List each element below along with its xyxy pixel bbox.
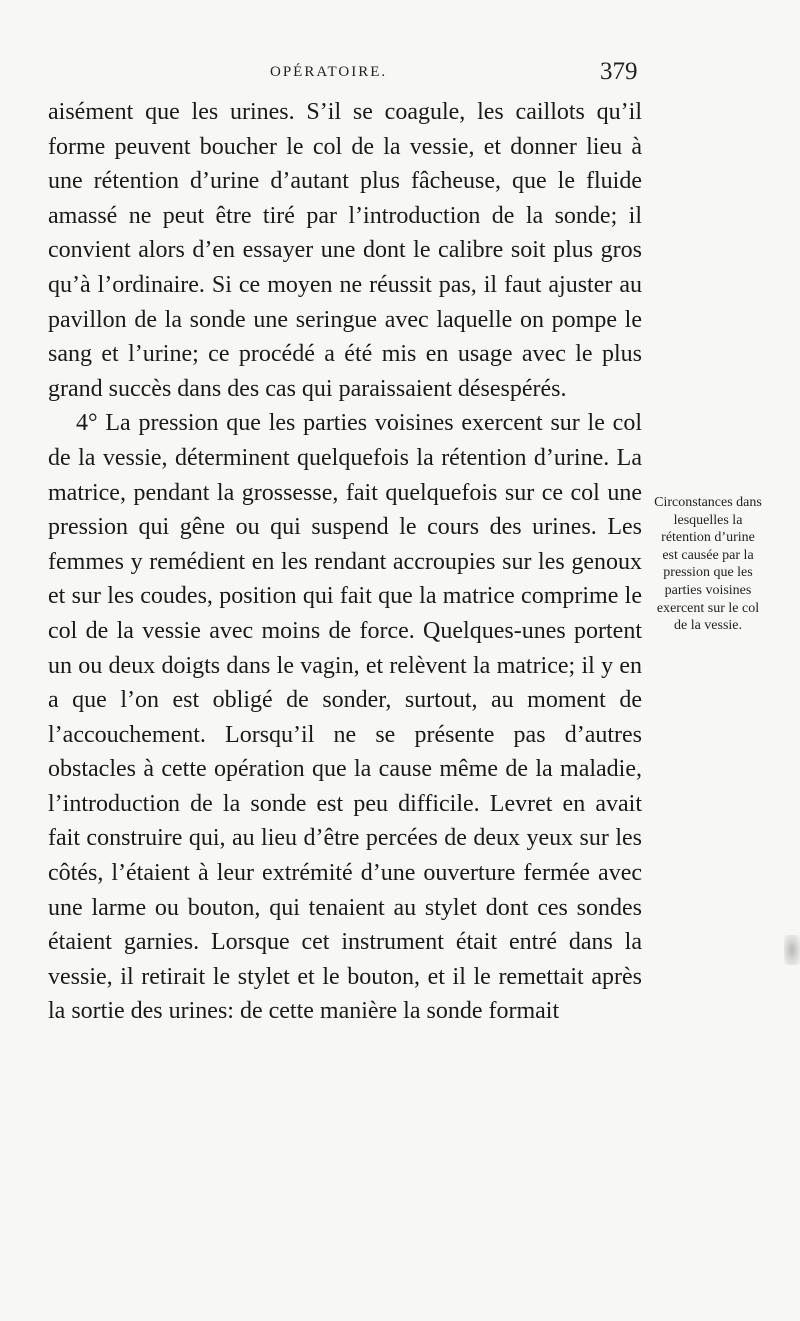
margin-note: Circonstances dans lesquelles la rétention d’urine est causée par la pression que les parties voisines exercent sur le col de la vessie. (654, 495, 762, 634)
page-number: 379 (600, 58, 638, 85)
running-head: OPÉRATOIRE. (270, 64, 388, 80)
body-text (48, 95, 642, 1029)
paragraph-4: 4° La pression que les parties voisines exercent sur le col de la vessie, déterminent quelquefois la rétention d’urine. La matrice, pendant la grossesse, fait quelquefois sur ce col une pression qui gêne ou qui suspend le cours des urines. Les femmes y remédient en les rendant accroupies sur les genoux et sur les coudes, position qui fait que la matrice comprime le col de la vessie avec moins de force. Quelques-unes portent un ou deux doigts dans le vagin, et relèvent la matrice; il y en a que l’on est obligé de sonder, surtout, au moment de l’accouchement. Lorsqu’il ne se présente pas d’autres obstacles à cette opération que la cause même de la maladie, l’introduction de la sonde est peu difficile. Levret en avait fait construire qui, au lieu d’être percées de deux yeux sur les côtés, l’étaient à leur extrémité d’une ouverture fermée avec une larme ou bouton, qui tenaient au stylet dont ces sondes étaient garnies. Lorsque cet instrument était entré dans la vessie, il retirait le stylet et le bouton, et il le remettait après la sortie des urines: de cette manière la sonde formait (48, 410, 642, 1025)
paragraph-continued: aisément que les urines. S’il se coagule, les caillots qu’il forme peuvent boucher le col de la vessie, et donner lieu à une rétention d’urine d’autant plus fâcheuse, que le fluide amassé ne peut être tiré par l’introduction de la sonde; il convient alors d’en essayer une dont le calibre soit plus gros qu’à l’ordinaire. Si ce moyen ne réussit pas, il faut ajuster au pavillon de la sonde une seringue avec laquelle on pompe le sang et l’urine; ce procédé a été mis en usage avec le plus grand succès dans des cas qui paraissaient désespérés. (48, 99, 642, 402)
ink-smudge (784, 935, 800, 965)
